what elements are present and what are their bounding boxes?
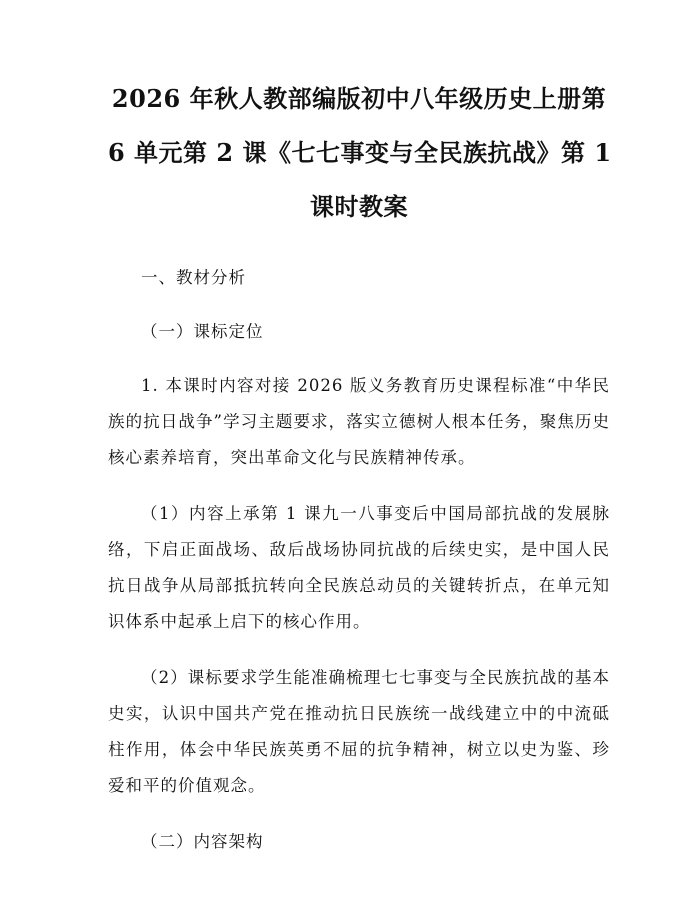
paragraph-content-position: （1）内容上承第 1 课九一八事变后中国局部抗战的发展脉络，下启正面战场、敌后战场协同抗战的后续史实，是中国人民抗日战争从局部抵抗转向全民族总动员的关键转折点，在单元知识体系中起承上启下的核心作用。 [108,504,610,631]
section-heading-textbook-analysis: 一、教材分析 [141,268,246,287]
document-body [108,260,610,860]
title-line-1: 2026 年秋人教部编版初中八年级历史上册第 [111,84,607,113]
document-title [108,72,610,234]
paragraph-curriculum-requirements: （2）课标要求学生能准确梳理七七事变与全民族抗战的基本史实，认识中国共产党在推动抗日民族统一战线建立中的中流砥柱作用，体会中华民族英勇不屈的抗争精神，树立以史为鉴、珍爱和平的价值观念。 [108,668,610,795]
paragraph-curriculum-standard: 1. 本课时内容对接 2026 版义务教育历史课程标准“中华民族的抗日战争”学习主题要求，落实立德树人根本任务，聚焦历史核心素养培育，突出革命文化与民族精神传承。 [108,376,610,467]
subsection-heading-content-structure: （二）内容架构 [141,832,264,851]
title-line-2: 6 单元第 2 课《七七事变与全民族抗战》第 1 [108,138,612,167]
title-line-3: 课时教案 [310,192,408,221]
subsection-heading-curriculum-position: （一）课标定位 [141,322,264,341]
